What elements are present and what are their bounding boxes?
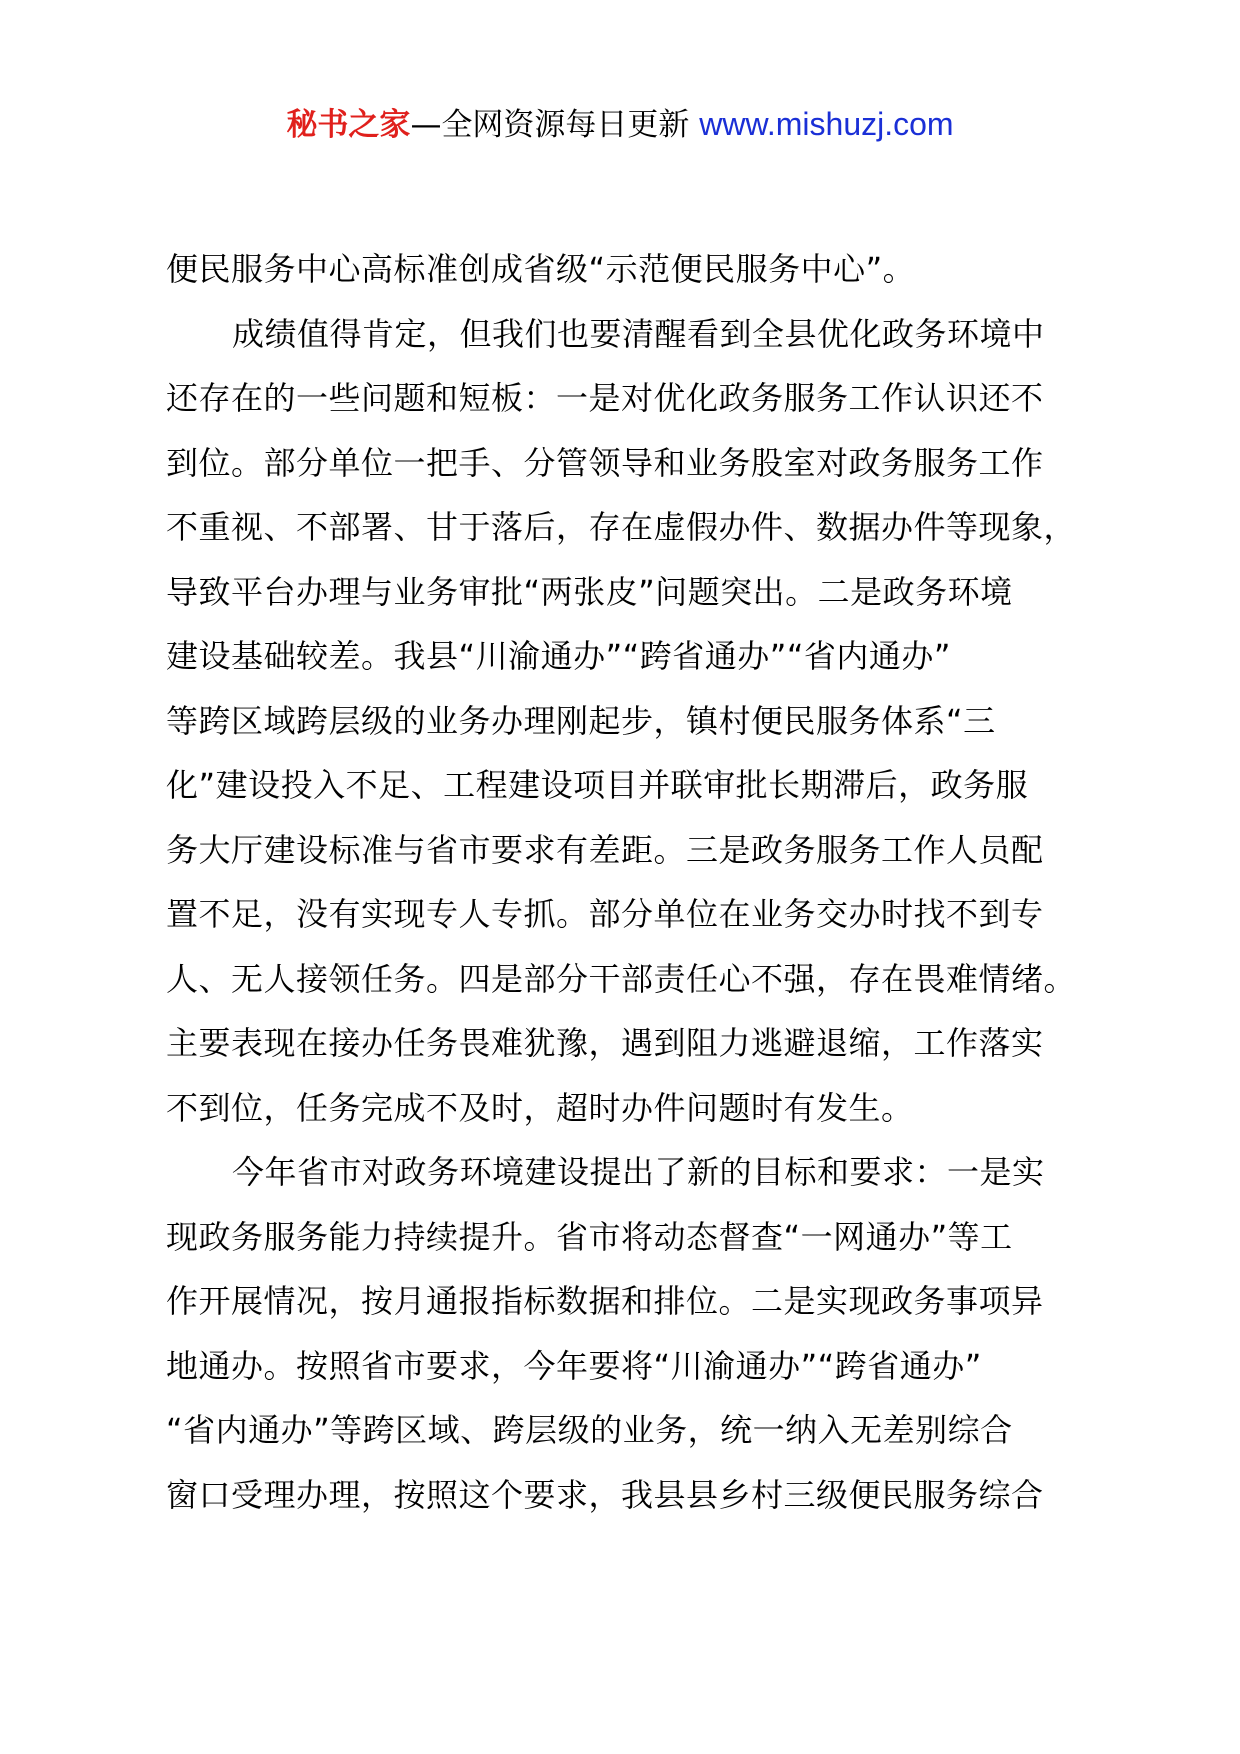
text-line: 作开展情况，按月通报指标数据和排位。二是实现政务事项异 — [166, 1282, 1044, 1320]
text-line: 便民服务中心高标准创成省级“示范便民服务中心”。 — [166, 250, 916, 288]
text-line: 人、无人接领任务。四是部分干部责任心不强，存在畏难情绪。 — [166, 959, 1077, 998]
text-line: 不重视、不部署、甘于落后，存在虚假办件、数据办件等现象， — [166, 508, 1077, 546]
text-line: 等跨区域跨层级的业务办理刚起步，镇村便民服务体系“三 — [166, 701, 996, 740]
text-line: 化”建设投入不足、工程建设项目并联审批长期滞后，政务服 — [166, 766, 1029, 804]
text-line: 导致平台办理与业务审批“两张皮”问题突出。二是政务环境 — [166, 572, 1013, 611]
text-line: “省内通办”等跨区域、跨层级的业务，统一纳入无差别综合 — [166, 1411, 1013, 1449]
site-url-link[interactable]: www.mishuzj.com — [699, 106, 954, 142]
text-line: 主要表现在接办任务畏难犹豫，遇到阻力逃避退缩，工作落实 — [166, 1024, 1044, 1062]
text-line: 务大厅建设标准与省市要求有差距。三是政务服务工作人员配 — [166, 830, 1044, 869]
text-line: 置不足，没有实现专人专抓。部分单位在业务交办时找不到专 — [166, 895, 1044, 933]
text-line: 建设基础较差。我县“川渝通办”“跨省通办”“省内通办” — [166, 637, 951, 675]
text-line: 不到位，任务完成不及时，超时办件问题时有发生。 — [166, 1088, 914, 1127]
paragraph-start-line: 成绩值得肯定，但我们也要清醒看到全县优化政务环境中 — [232, 314, 1045, 353]
text-line: 到位。部分单位一把手、分管领导和业务股室对政务服务工作 — [166, 443, 1044, 482]
text-line: 窗口受理办理，按照这个要求，我县县乡村三级便民服务综合 — [166, 1475, 1044, 1514]
text-line: 还存在的一些问题和短板：一是对优化政务服务工作认识还不 — [166, 379, 1044, 417]
header-tagline: —全网资源每日更新 — [410, 107, 690, 143]
paragraph-start-line: 今年省市对政务环境建设提出了新的目标和要求：一是实 — [232, 1153, 1045, 1191]
document-body — [166, 237, 1106, 1527]
brand-name: 秘书之家 — [286, 107, 411, 143]
site-header — [0, 102, 1240, 147]
text-line: 现政务服务能力持续提升。省市将动态督查“一网通办”等工 — [166, 1217, 1013, 1256]
text-line: 地通办。按照省市要求，今年要将“川渝通办”“跨省通办” — [166, 1346, 982, 1385]
